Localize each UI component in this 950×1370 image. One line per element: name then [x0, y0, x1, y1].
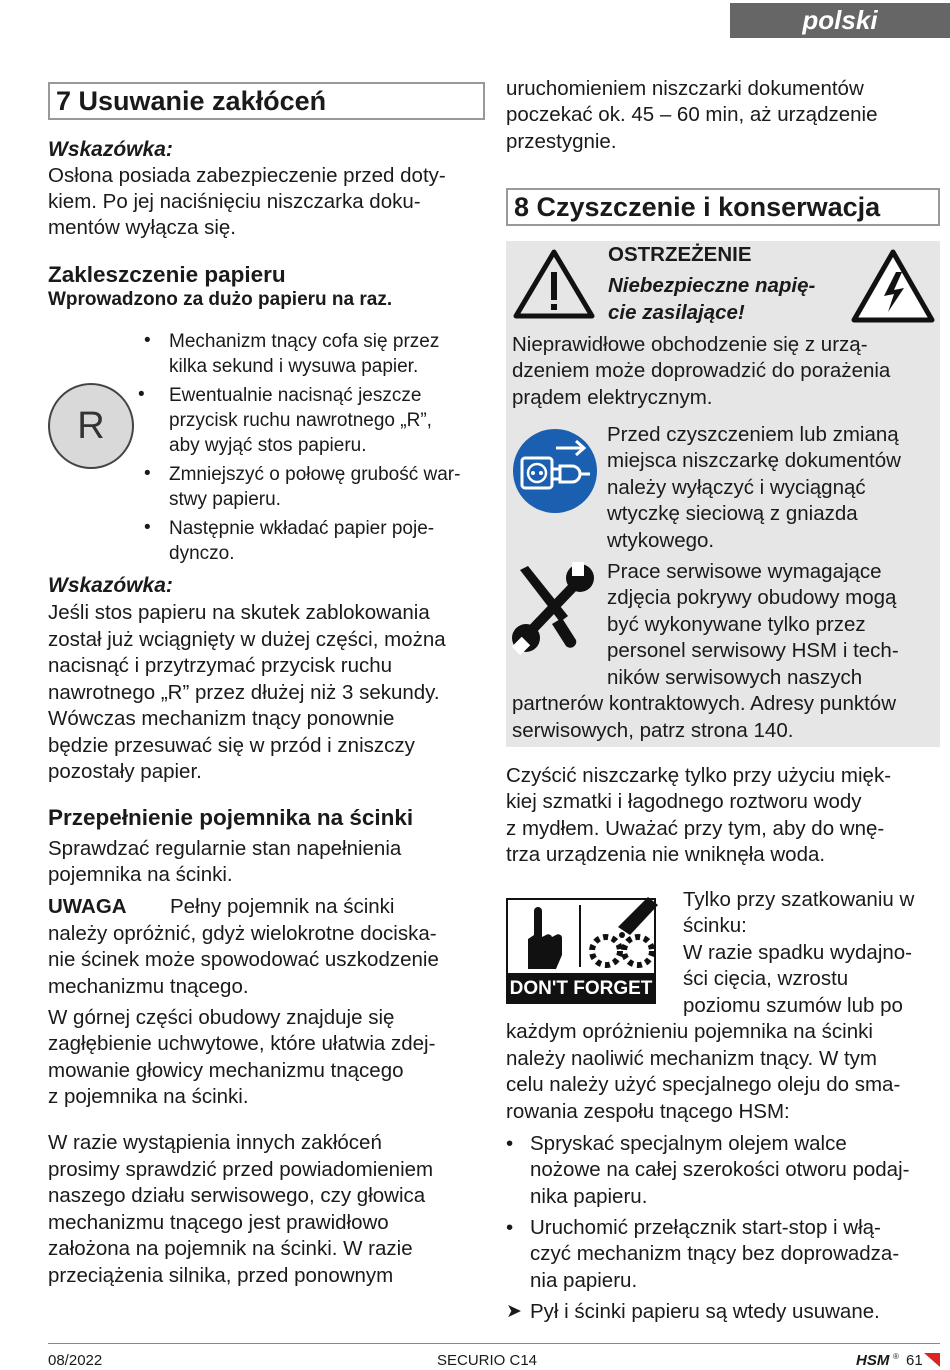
result-arrow-icon: ➤	[506, 1301, 522, 1322]
caution-line: Pełny pojemnik na ścinki	[170, 895, 395, 918]
bullet-dot: •	[506, 1132, 514, 1155]
cleaning-line: z mydłem. Uważać przy tym, aby do wnę-	[506, 817, 885, 840]
caution-line: mechanizmu tnącego.	[48, 975, 249, 998]
unplug-line: wtykowego.	[607, 529, 715, 552]
note1-line: Osłona posiada zabezpieczenie przed doty-	[48, 164, 446, 187]
note1-label: Wskazówka:	[48, 138, 173, 161]
note2-line: Wówczas mechanizm tnący ponownie	[48, 707, 395, 730]
footer-date: 08/2022	[48, 1352, 103, 1369]
warning-body-line: Nieprawidłowe obchodzenie się z urzą-	[512, 333, 868, 356]
oil-line: ścinku:	[683, 914, 747, 937]
service-line: ników serwisowych naszych	[607, 666, 863, 689]
caution-line: nie ścinek może spowodować uszkodzenie	[48, 948, 439, 971]
overflow-line: W górnej części obudowy znajduje się	[48, 1006, 395, 1029]
reverse-key-icon: R	[48, 383, 134, 469]
other-faults-line: mechanizmu tnącego jest prawidłowo	[48, 1211, 389, 1234]
oil-line: ści cięcia, wzrostu	[683, 967, 849, 990]
overflow-title: Przepełnienie pojemnika na ścinki	[48, 805, 414, 830]
bullet-dot: •	[138, 384, 145, 405]
oil-line: rowania zespołu tnącego HSM:	[506, 1100, 790, 1123]
overflow-line: zagłębienie uchwytowe, które ułatwia zdej-	[48, 1032, 436, 1055]
other-faults-line: prosimy sprawdzić przed powiadomieniem	[48, 1158, 434, 1181]
section-8-title: 8 Czyszczenie i konserwacja	[506, 188, 940, 226]
oil-line: należy naoliwić mechanizm tnący. W tym	[506, 1047, 878, 1070]
other-faults-line: W razie wystąpienia innych zakłóceń	[48, 1131, 382, 1154]
service-line: Prace serwisowe wymagające	[607, 560, 882, 583]
oil-bullet-line: nika papieru.	[530, 1185, 648, 1208]
paper-jam-subtitle: Wprowadzono za dużo papieru na raz.	[48, 289, 393, 310]
warning-body-line: prądem elektrycznym.	[512, 386, 713, 409]
tools-icon	[510, 562, 598, 658]
cleaning-line: Czyścić niszczarkę tylko przy użyciu mięk-	[506, 764, 892, 787]
oil-line: każdym opróżnieniu pojemnika na ścinki	[506, 1020, 873, 1043]
cleaning-line: kiej szmatki i łagodnego roztworu wody	[506, 790, 862, 813]
bullet-dot: •	[144, 517, 151, 538]
cleaning-line: trza urządzenia nie wniknęła woda.	[506, 843, 826, 866]
bullet-dot: •	[506, 1216, 514, 1239]
service-line: partnerów kontraktowych. Adresy punktów	[512, 692, 896, 715]
jam-bullet-line: Zmniejszyć o połowę grubość war-	[169, 464, 461, 485]
jam-bullet-line: Mechanizm tnący cofa się przez	[169, 331, 440, 352]
caution-label: UWAGA	[48, 895, 127, 918]
overflow-line: z pojemnika na ścinki.	[48, 1085, 249, 1108]
paper-jam-title: Zakleszczenie papieru	[48, 262, 286, 287]
oil-line: Tylko przy szatkowaniu w	[683, 888, 915, 911]
continuation-line: poczekać ok. 45 – 60 min, aż urządzenie	[506, 103, 878, 126]
other-faults-line: naszego działu serwisowego, czy głowica	[48, 1184, 426, 1207]
oil-line: W razie spadku wydajno-	[683, 941, 913, 964]
service-line: serwisowych, patrz strona 140.	[512, 719, 794, 742]
continuation-line: uruchomieniem niszczarki dokumentów	[506, 77, 864, 100]
unplug-line: Przed czyszczeniem lub zmianą	[607, 423, 899, 446]
footer-page-number: 61	[906, 1352, 923, 1369]
other-faults-line: przeciążenia silnika, przed ponownym	[48, 1264, 394, 1287]
jam-bullet-line: aby wyjąć stos papieru.	[169, 435, 367, 456]
footer-model: SECURIO C14	[437, 1352, 538, 1369]
service-line: być wykonywane tylko przez	[607, 613, 866, 636]
unplug-line: miejsca niszczarkę dokumentów	[607, 449, 901, 472]
oil-bullet-line: Uruchomić przełącznik start-stop i włą-	[530, 1216, 881, 1239]
bullet-dot: •	[144, 330, 151, 351]
note2-line: został już wciągnięty w dużej części, można	[48, 628, 446, 651]
note1-line: mentów wyłącza się.	[48, 216, 236, 239]
note2-label: Wskazówka:	[48, 574, 173, 597]
oil-bullet-line: Spryskać specjalnym olejem walce	[530, 1132, 847, 1155]
bullet-dot: •	[144, 463, 151, 484]
footer-brand-logo: HSM	[856, 1352, 890, 1369]
warning-triangle-icon	[512, 248, 596, 320]
oil-line: celu należy użyć specjalnego oleju do sma-	[506, 1073, 901, 1096]
note1-line: kiem. Po jej naciśnięciu niszczarka doku-	[48, 190, 421, 213]
overflow-line: Sprawdzać regularnie stan napełnienia	[48, 837, 402, 860]
jam-bullet-line: kilka sekund i wysuwa papier.	[169, 356, 419, 377]
note2-line: nacisnąć i przytrzymać przycisk ruchu	[48, 654, 393, 677]
dont-forget-oil-icon	[506, 893, 674, 1005]
language-tab: polski	[730, 3, 950, 38]
jam-bullet-line: dynczo.	[169, 543, 235, 564]
oil-bullet-line: nożowe na całej szerokości otworu podaj-	[530, 1158, 910, 1181]
jam-bullet-line: Ewentualnie nacisnąć jeszcze	[169, 385, 422, 406]
caution-line: należy opróżnić, gdyż wielokrotne dociska-	[48, 922, 437, 945]
continuation-line: przestygnie.	[506, 130, 617, 153]
note2-line: będzie przesuwać się w przód i zniszczy	[48, 734, 415, 757]
note2-line: Jeśli stos papieru na skutek zablokowania	[48, 601, 430, 624]
jam-bullet-line: Następnie wkładać papier poje-	[169, 518, 435, 539]
jam-bullet-line: stwy papieru.	[169, 489, 281, 510]
warning-body-line: dzeniem może doprowadzić do porażenia	[512, 359, 891, 382]
service-line: zdjęcia pokrywy obudowy mogą	[607, 586, 897, 609]
oil-bullet-line: nia papieru.	[530, 1269, 638, 1292]
hazard-line: cie zasilające!	[608, 301, 745, 324]
oil-bullet-line: czyć mechanizm tnący bez doprowadza-	[530, 1242, 900, 1265]
oil-line: poziomu szumów lub po	[683, 994, 903, 1017]
service-line: personel serwisowy HSM i tech-	[607, 639, 899, 662]
jam-bullet-line: przycisk ruchu nawrotnego „R”,	[169, 410, 432, 431]
result-line: Pył i ścinki papieru są wtedy usuwane.	[530, 1300, 880, 1323]
hazard-line: Niebezpieczne napię-	[608, 274, 816, 297]
warning-label: OSTRZEŻENIE	[608, 243, 752, 266]
unplug-line: wtyczkę sieciową z gniazda	[607, 502, 858, 525]
other-faults-line: założona na pojemnik na ścinki. W razie	[48, 1237, 413, 1260]
note2-line: pozostały papier.	[48, 760, 202, 783]
section-7-title: 7 Usuwanie zakłóceń	[48, 82, 485, 120]
unplug-line: należy wyłączyć i wyciągnąć	[607, 476, 866, 499]
dont-forget-badge: DON'T FORGET	[509, 978, 653, 999]
high-voltage-icon	[850, 248, 936, 324]
note2-line: nawrotnego „R” przez dłużej niż 3 sekundy.	[48, 681, 440, 704]
page-corner-icon	[924, 1353, 940, 1367]
registered-mark: ®	[893, 1352, 899, 1361]
overflow-line: pojemnika na ścinki.	[48, 863, 233, 886]
unplug-icon	[512, 428, 598, 514]
footer-divider	[48, 1343, 940, 1344]
overflow-line: mowanie głowicy mechanizmu tnącego	[48, 1059, 404, 1082]
